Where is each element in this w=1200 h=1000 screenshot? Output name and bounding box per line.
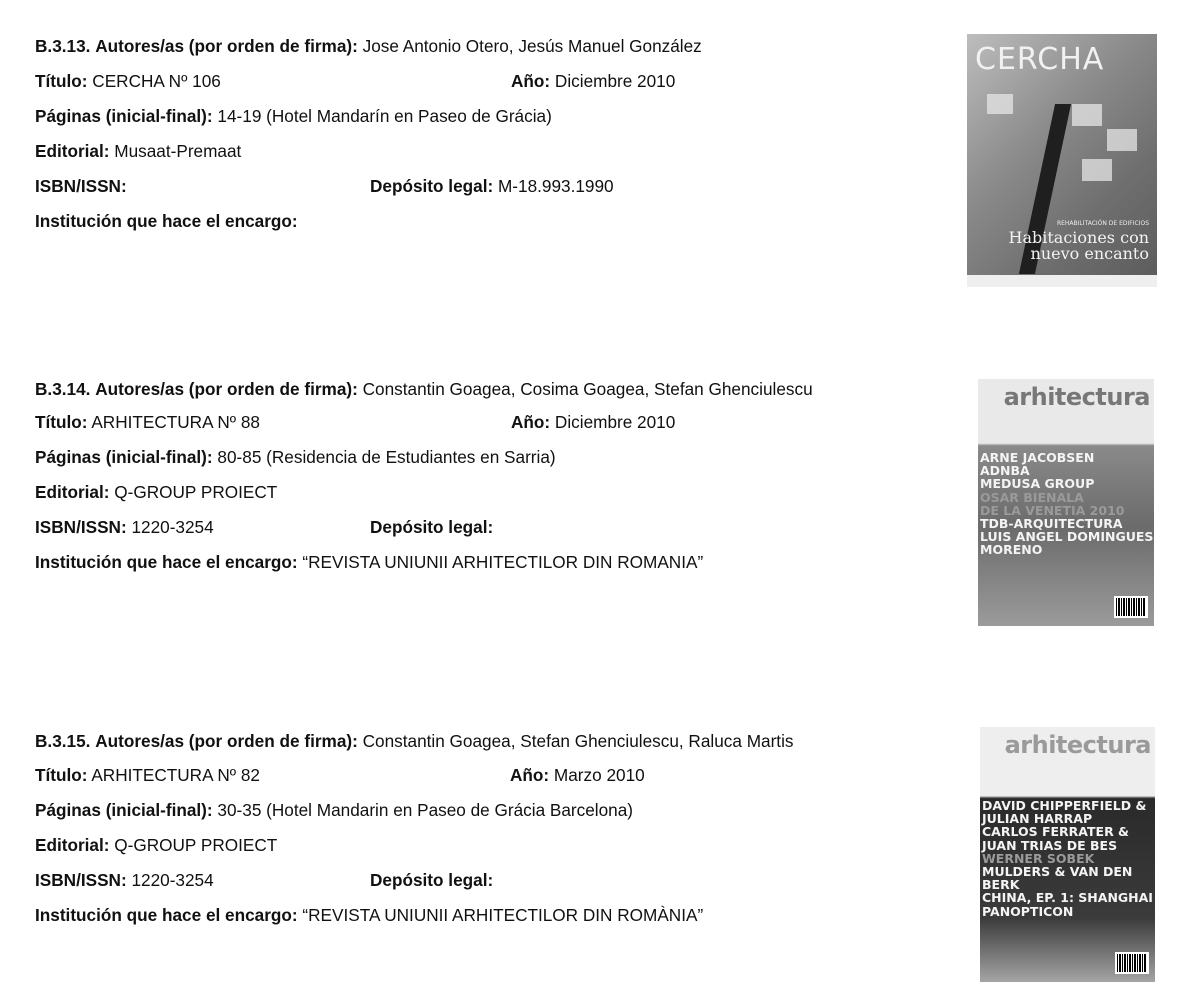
authors-label: Autores/as (por orden de firma): [95,36,358,56]
publisher-label: Editorial: [35,835,110,855]
isbn-line [35,870,214,890]
cover-window [1107,129,1137,151]
cover-name: DAVID CHIPPERFIELD & [982,798,1147,813]
authors-value: Constantin Goagea, Cosima Goagea, Stefan Ghenciulescu [362,379,813,399]
authors-label: Autores/as (por orden de firma): [95,379,358,399]
cover-name: JUAN TRIAS DE BES [982,837,1118,853]
authors-value: Constantin Goagea, Stefan Ghenciulescu, Raluca Martis [362,731,794,751]
legal-label: Depósito legal: [370,517,494,537]
cover-name: PANOPTICON [982,903,1074,919]
institution-line [35,211,298,231]
pages-label: Páginas (inicial-final): [35,800,213,820]
pages-value: 80-85 (Residencia de Estudiantes en Sarria) [217,447,556,467]
year-value: Diciembre 2010 [554,71,676,91]
year-value: Marzo 2010 [553,765,645,785]
cover-name: ARNE JACOBSEN [980,450,1095,465]
cover-masthead: arhitectura [1004,731,1151,759]
authors-line [35,36,702,56]
cover-window [1082,159,1112,181]
title-label: Título: [35,765,88,785]
pages-line [35,106,552,126]
isbn-value: 1220-3254 [131,870,214,890]
isbn-label: ISBN/ISSN: [35,517,127,537]
year-value: Diciembre 2010 [554,412,676,432]
legal-value: M-18.993.1990 [497,176,614,196]
publisher-value: Q-GROUP PROIECT [114,835,278,855]
isbn-label: ISBN/ISSN: [35,176,127,196]
isbn-label: ISBN/ISSN: [35,870,127,890]
arhitectura-88-cover-image [978,379,1154,626]
cover-headline [1009,230,1150,262]
authors-value: Jose Antonio Otero, Jesús Manuel González [362,36,702,56]
publisher-label: Editorial: [35,141,110,161]
authors-line [35,731,794,751]
cover-name: MORENO [980,542,1043,558]
year-line [511,71,675,91]
entry-code: B.3.14. [35,379,91,399]
cover-name: WERNER SOBEK [982,850,1095,866]
institution-value: “REVISTA UNIUNII ARHITECTILOR DIN ROMANIA” [302,552,704,572]
institution-label: Institución que hace el encargo: [35,552,298,572]
institution-label: Institución que hace el encargo: [35,905,298,925]
cover-masthead: CERCHA [975,42,1105,77]
title-label: Título: [35,71,88,91]
cover-names [982,799,1155,918]
cover-name: MULDERS & VAN DEN BERK [982,864,1133,893]
legal-line [370,517,493,537]
publisher-line [35,835,277,855]
cercha-cover-image [967,34,1157,287]
cover-name: DE LA VENETIA 2010 [980,502,1125,518]
title-label: Título: [35,412,88,432]
cover-name: ADNBA [980,463,1030,479]
cover-names [980,451,1153,557]
year-line [510,765,645,785]
title-line [35,412,260,432]
cover-name: CHINA, EP. 1: SHANGHAI [982,890,1153,906]
cover-name: LUIS ANGEL DOMINGUES [980,529,1154,545]
legal-line [370,176,614,196]
institution-value: “REVISTA UNIUNII ARHITECTILOR DIN ROMÀNIA” [302,905,704,925]
isbn-line [35,517,214,537]
year-label: Año: [510,765,550,785]
cover-window [1072,104,1102,126]
cover-footer-strip [967,275,1157,287]
pages-value: 14-19 (Hotel Mandarín en Paseo de Grácia) [217,106,552,126]
publisher-value: Q-GROUP PROIECT [114,482,278,502]
year-label: Año: [511,412,551,432]
cover-name: MEDUSA GROUP [980,476,1095,492]
institution-line [35,552,703,572]
institution-label: Institución que hace el encargo: [35,211,298,231]
legal-line [370,870,493,890]
year-label: Año: [511,71,551,91]
entry-code: B.3.15. [35,731,91,751]
institution-line [35,905,703,925]
authors-line [35,379,813,399]
pages-label: Páginas (inicial-final): [35,106,213,126]
cover-window [987,94,1013,114]
cover-headline-2: nuevo encanto [1030,244,1149,263]
title-value: ARHITECTURA Nº 88 [91,412,260,432]
pages-line [35,447,556,467]
publisher-line [35,141,241,161]
arhitectura-82-cover-image [980,727,1155,982]
cover-kicker: REHABILITACIÓN DE EDIFICIOS [1056,220,1149,227]
pages-label: Páginas (inicial-final): [35,447,213,467]
publisher-line [35,482,277,502]
pages-line [35,800,633,820]
barcode-icon [1115,952,1149,974]
isbn-value: 1220-3254 [131,517,214,537]
entry-code: B.3.13. [35,36,91,56]
pages-value: 30-35 (Hotel Mandarin en Paseo de Grácia Barcelona) [217,800,634,820]
barcode-icon [1114,596,1148,618]
cover-masthead: arhitectura [1003,383,1150,411]
cover-name: TDB-ARQUITECTURA [980,516,1123,532]
title-line [35,765,260,785]
title-value: CERCHA Nº 106 [92,71,221,91]
title-value: ARHITECTURA Nº 82 [91,765,260,785]
publisher-label: Editorial: [35,482,110,502]
title-line [35,71,221,91]
publisher-value: Musaat-Premaat [114,141,242,161]
cover-name: CARLOS FERRATER & [982,824,1129,840]
year-line [511,412,675,432]
isbn-line [35,176,127,196]
legal-label: Depósito legal: [370,176,494,196]
cover-headline-1: Habitaciones con [1008,228,1149,247]
authors-label: Autores/as (por orden de firma): [95,731,358,751]
legal-label: Depósito legal: [370,870,494,890]
cover-name: JULIAN HARRAP [982,811,1093,827]
cover-name: OSAR BIENALA [980,489,1084,505]
